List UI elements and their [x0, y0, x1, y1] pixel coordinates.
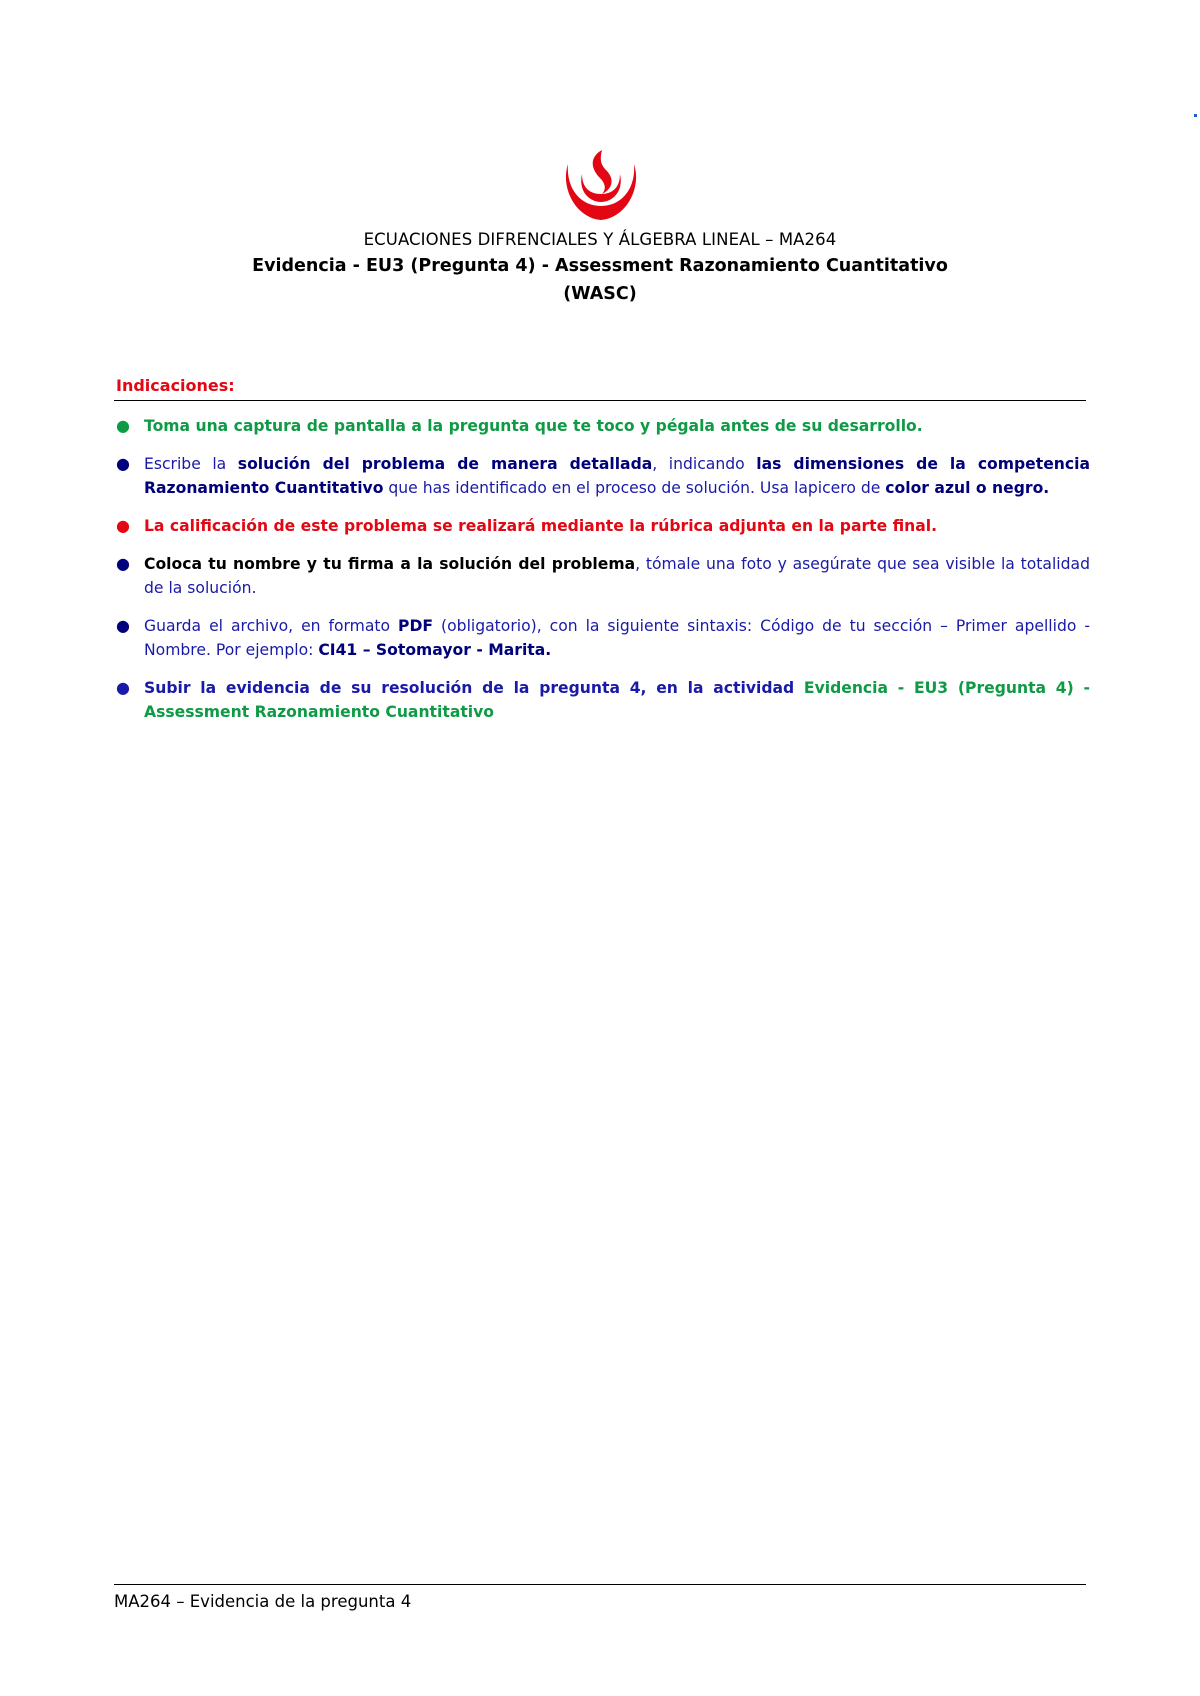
footer-divider — [114, 1584, 1086, 1585]
instruction-text: que has identificado en el proceso de solución. Usa lapicero de — [383, 479, 886, 497]
instruction-emphasis: PDF — [398, 617, 434, 635]
instruction-item-upload — [116, 676, 1090, 724]
document-title: Evidencia - EU3 (Pregunta 4) - Assessment Razonamiento Cuantitativo — [252, 256, 948, 276]
instruction-emphasis: solución del problema de manera detallada — [237, 455, 653, 473]
instruction-text: , tómale una foto y asegúrate que sea visible la totalidad de la solución. — [144, 555, 1090, 597]
instruction-item-grading — [116, 514, 1090, 538]
instruction-item-file-format — [116, 614, 1090, 662]
instruction-emphasis: color azul o negro. — [885, 479, 1050, 497]
upc-flame-logo-icon — [562, 148, 640, 222]
instruction-text: (obligatorio), con la siguiente sintaxis: Código de tu sección – Primer apellido - Nombre. Por ejemplo: — [144, 617, 1090, 659]
bullet-icon: ● — [116, 554, 130, 573]
instructions-list — [116, 414, 1096, 738]
corner-mark — [1194, 114, 1197, 117]
bullet-icon: ● — [116, 616, 130, 635]
bullet-icon: ● — [116, 454, 130, 473]
instruction-text: La calificación de este problema se realizará mediante la rúbrica adjunta en la parte final. — [144, 517, 938, 535]
heading-divider — [114, 400, 1086, 401]
instruction-text: Subir la evidencia de su resolución de la pregunta 4, en la actividad — [144, 679, 804, 697]
bullet-icon: ● — [116, 516, 130, 535]
instruction-emphasis: CI41 – Sotomayor - Marita. — [318, 641, 552, 659]
instruction-text: Toma una captura de pantalla a la pregunta que te toco y pégala antes de su desarrollo. — [144, 417, 923, 435]
instruction-text: Escribe la — [144, 455, 238, 473]
instruction-text: , indicando — [652, 455, 757, 473]
bullet-icon: ● — [116, 678, 130, 697]
instruction-item-signature — [116, 552, 1090, 600]
instruction-text: Guarda el archivo, en formato — [144, 617, 399, 635]
instruction-item-solution — [116, 452, 1090, 500]
page-footer: MA264 – Evidencia de la pregunta 4 — [114, 1592, 412, 1611]
instruction-emphasis: Evidencia - EU3 (Pregunta 4) - Assessment Razonamiento Cuantitativo — [144, 679, 1090, 721]
instructions-heading: Indicaciones: — [116, 376, 235, 395]
bullet-icon: ● — [116, 416, 130, 435]
document-subtitle: (WASC) — [563, 284, 637, 304]
instruction-item-screenshot — [116, 414, 1090, 438]
instruction-emphasis: las dimensiones de la competencia Razonamiento Cuantitativo — [144, 455, 1090, 497]
instruction-emphasis: Coloca tu nombre y tu firma a la solución del problema — [144, 555, 636, 573]
course-title: ECUACIONES DIFRENCIALES Y ÁLGEBRA LINEAL – MA264 — [363, 230, 837, 249]
